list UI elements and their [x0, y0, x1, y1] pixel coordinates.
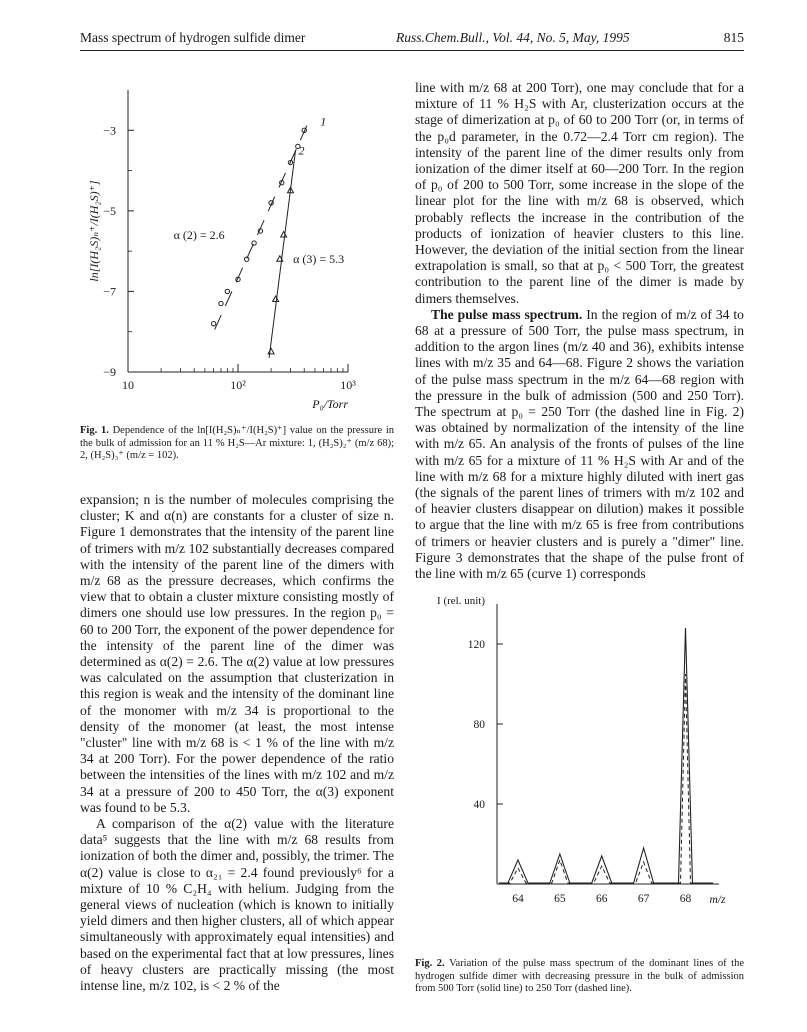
x-tick-label: 10³ — [340, 378, 356, 392]
right-column — [415, 80, 744, 582]
series-1-point — [252, 241, 256, 245]
series-1-fit-line — [215, 118, 311, 329]
left-column — [80, 492, 394, 994]
right-paragraph-2-text: In the region of m/z of 34 to 68 at a pressure of 500 Torr, the pulse mass spectrum, in addition to the argon lines (m/z 40 and 36), exhibits intense lines with m/z 35 and 64—68. Figure 2 shows the variation of the pulse mass spectrum in the m/z 64—68 region with the pressure in the bulk of admission (500 and 250 Torr). The spectrum at p₀ = 250 Torr (the dashed line in Fig. 2) was obtained by normalization of the intensity of the line with m/z 65. An analysis of the fronts of pulses of the line with m/z 65 for a mixture of 11 % H₂S with Ar and of the line with m/z 68 for a mixture highly diluted with inert gas (the signals of the parent lines of trimers with m/z 102 and of heavier clusters disappear on dilution) makes it possible to argue that the line with m/z 65 is free from contributions of trimers or heavier clusters and is purely a "dimer" line. Figure 3 demonstrates that the shape of the pulse front of the line with m/z 65 (curve 1) corresponds — [415, 306, 744, 582]
series-2-label: 2 — [298, 143, 305, 158]
header-rule — [80, 50, 744, 51]
y-tick-label: 80 — [473, 719, 485, 731]
x-tick-label: 10 — [122, 378, 134, 392]
x-tick-label: 66 — [595, 893, 608, 905]
x-tick-label: 68 — [679, 893, 692, 905]
x-axis-title: m/z — [709, 894, 726, 906]
x-tick-label: 64 — [512, 893, 524, 905]
section-heading: The pulse mass spectrum. — [431, 306, 583, 322]
series-2-point — [273, 296, 279, 302]
figure-2-caption-label: Fig. 2. — [415, 958, 445, 969]
series-1-point — [219, 301, 223, 305]
x-tick-label: 10² — [230, 378, 246, 392]
series-1-point — [211, 321, 215, 325]
left-paragraph-2: A comparison of the α(2) value with the literature data⁵ suggests that the line with m/z 68 results from ionization of both the dimer and, possibly, the trimer. The α(2) value is close to α₂₁ = 2.4 found previously⁶ for a mixture of 10 % C₂H₄ with helium. Judging from the general views of nucleation (which is known to initially yield dimers and then higher clusters, all of which appear simultaneously with approximately equal intensities) and based on the experimental fact that at low pressures, lines of heavy clusters are practically missing (the most intense line, m/z 102, is < 2 % of the — [80, 816, 394, 994]
x-tick-label: 65 — [554, 893, 566, 905]
y-tick-label: −7 — [103, 284, 116, 299]
x-tick-label: 67 — [637, 893, 650, 905]
y-tick-label: −9 — [103, 365, 116, 379]
running-header — [80, 30, 744, 50]
series-1-point — [225, 289, 229, 293]
figure-2-chart — [415, 586, 735, 956]
series-500-torr-line — [499, 628, 713, 883]
right-paragraph-1: line with m/z 68 at 200 Torr), one may conclude that for a mixture of 11 % H₂S with Ar, clusterization occurs at the stage of dimerization at p₀ of 60 to 200 Torr (or, in terms of the p₀d parameter, in the 0.72—2.4 Torr cm region). The intensity of the parent line of the dimer results only from ionization of the dimer itself at 60—200 Torr. In the region of p₀ of 200 to 500 Torr, some increase in the slope of the linear plot for the line with m/z 68 is observed, which probably reflects the increase in the contribution of the products of ionization of heavier clusters to this line. However, the deviation of the initial section from the linear extrapolation is small, so that at p₀ < 500 Torr, the greatest contribution to the parent line of the dimer is made by dimers themselves. — [415, 80, 744, 306]
figure-1-caption — [80, 425, 394, 463]
left-paragraph-1: expansion; n is the number of molecules comprising the cluster; K and α(n) are constants for a cluster of size n. Figure 1 demonstrates that the intensity of the parent line of trimers with m/z 102 substantially decreases compared with the intensity of the parent line of the dimers with m/z 68 as the pressure decreases, which confirms the view that to obtain a cluster mixture consisting mostly of dimers one should use low pressures. In the region p₀ = 60 to 200 Torr, the exponent of the power dependence for the intensity of the parent line of the dimer was determined as α(2) = 2.6. The α(2) value at low pressures was calculated on the assumption that clusterization in this region is weak and the intensity of the dominant line of the monomer with m/z 34 is proportional to the density of the monomer (at least, the most intense "cluster" line with m/z 68 is < 1 % of the line with m/z 34 at 200 Torr). For the power dependence of the ratio between the intensities of the lines with m/z 102 and m/z 34 at a pressure of 200 to 450 Torr, the α(3) exponent was found to be 5.3. — [80, 492, 394, 815]
series-2-point — [281, 232, 287, 238]
figure-2-caption-text: Variation of the pulse mass spectrum of the dominant lines of the hydrogen sulfide dimer with decreasing pressure in the bulk of admission from 500 Torr (solid line) to 250 Torr (dashed line). — [415, 958, 744, 995]
figure-2-caption — [415, 958, 744, 996]
y-axis-title: ln[I(H₂S)ₙ⁺/I(H₂S)⁺] — [87, 180, 101, 282]
y-axis-title: I (rel. unit) — [437, 595, 485, 607]
series-1-label: 1 — [320, 114, 327, 129]
header-journal: Russ.Chem.Bull., Vol. 44, No. 5, May, 1995 — [396, 30, 630, 45]
x-axis-title: P₀/Torr — [312, 397, 348, 411]
page-number: 815 — [723, 30, 744, 45]
y-tick-label: −5 — [103, 203, 116, 218]
figure-1-chart — [80, 80, 394, 420]
y-tick-label: −3 — [103, 123, 116, 138]
figure-1-caption-label: Fig. 1. — [80, 425, 109, 436]
series-1-fit-label: α (2) = 2.6 — [173, 228, 225, 243]
right-paragraph-2 — [415, 307, 744, 582]
series-2-point — [268, 348, 274, 354]
figure-1-caption-text: Dependence of the ln[I(H₂S)ₙ⁺/I(H₂S)⁺] value on the pressure in the bulk of admission for an 11 % H₂S—Ar mixture: 1, (H₂S)₂⁺ (m/z 68); 2, (H₂S)₃⁺ (m/z = 102). — [80, 425, 395, 462]
y-tick-label: 120 — [467, 639, 485, 651]
series-2-fit-label: α (3) = 5.3 — [293, 252, 345, 267]
header-title: Mass spectrum of hydrogen sulfide dimer — [80, 30, 306, 45]
series-2-fit-line — [269, 151, 295, 358]
y-tick-label: 40 — [473, 799, 485, 811]
